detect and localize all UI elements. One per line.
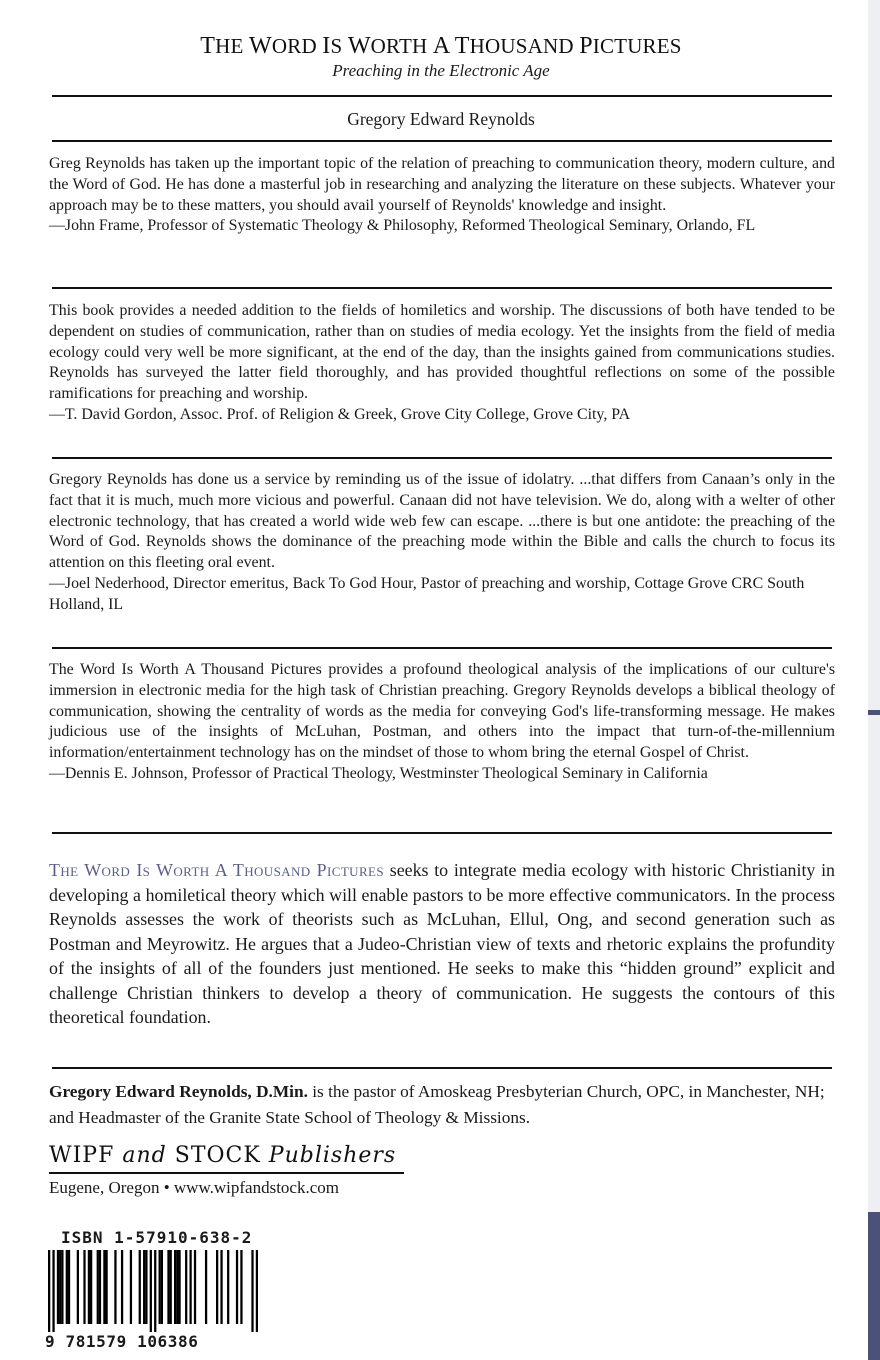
barcode-bar [154, 1250, 156, 1332]
barcode-bar [251, 1250, 253, 1332]
barcode-bar [57, 1250, 59, 1324]
barcode-bar [170, 1250, 172, 1324]
barcode-bar [216, 1250, 218, 1324]
bio-name: Gregory Edward Reynolds, D.Min. [49, 1082, 308, 1101]
publisher-name-and: and [122, 1143, 167, 1168]
barcode-bar [130, 1250, 132, 1324]
barcode-bar [61, 1250, 63, 1324]
divider [52, 457, 832, 459]
divider [52, 1067, 832, 1069]
publisher-location: Eugene, Oregon • www.wipfandstock.com [49, 1178, 339, 1197]
barcode-bar [90, 1250, 92, 1324]
title-part: HOUSAND [469, 34, 580, 58]
endorsement-text: The Word Is Worth A Thousand Pictures provides a profound theological analysis of the implications of our culture's immersion in electronic media for the high task of Christian preaching. Gregory Reynolds develops a biblical theology of communication, showing the centrality of words as the media for conveying God's life-transforming message. He makes judicious use of the insights of McLuhan, Postman, and others into the impact that turn-of-the-millennium information/entertainment technology has on the mindset of those to whom bring the eternal Gospel of Christ. [49, 661, 835, 762]
title-part: I [322, 33, 331, 59]
endorsement-text: This book provides a needed addition to the fields of homiletics and worship. The discussions of both have tended to be dependent on studies of communication, rather than on studies of media ecology. Yet the insights from the field of media ecology could very well be more significant, at the end of the day, than the insights gained from communications studies. Reynolds has surveyed the latter field thoroughly, and has provided thoughtful reflections on some of the possible ramifications for preaching and worship. [49, 302, 835, 403]
barcode-bar [114, 1250, 116, 1324]
divider [52, 647, 832, 649]
barcode-bar [220, 1250, 222, 1324]
barcode-bar [48, 1250, 50, 1332]
title-part: ORTH [370, 34, 433, 58]
endorsement-text: Greg Reynolds has taken up the important topic of the relation of preaching to communication theory, modern culture, and the Word of God. He has done a masterful job in researching and analyzing the literature on these subjects. Whatever your approach may be to these matters, you should avail yourself of Reynolds' knowledge and insight. [49, 155, 835, 214]
barcode-bar [189, 1250, 191, 1324]
barcode-bar [52, 1250, 54, 1332]
isbn-label: ISBN 1-57910-638-2 [61, 1228, 253, 1247]
author-name: Gregory Edward Reynolds [347, 109, 535, 129]
barcode-bar [167, 1250, 169, 1324]
barcode-bar [105, 1250, 107, 1324]
back-cover [45, 0, 836, 1360]
barcode-bar [143, 1250, 145, 1324]
author-bio [49, 1079, 835, 1131]
divider [52, 95, 832, 97]
title-part: ORD [271, 34, 323, 58]
barcode-bar [83, 1250, 85, 1324]
endorsement-2 [49, 301, 835, 426]
barcode-bar [185, 1250, 187, 1324]
barcode-bar [227, 1250, 229, 1324]
book-description [49, 858, 835, 1030]
title-part: P [579, 33, 593, 59]
barcode-bar [88, 1250, 90, 1324]
barcode-bar [150, 1250, 152, 1332]
endorsement-4 [49, 660, 835, 785]
spine-mark-upper [868, 710, 880, 715]
barcode-number: 9 781579 106386 [45, 1332, 199, 1351]
title-part: W [249, 33, 272, 59]
publisher-name-start: WIPF [49, 1143, 123, 1168]
barcode-bar [174, 1250, 176, 1324]
barcode-bar [161, 1250, 163, 1324]
publisher-logo [49, 1143, 396, 1168]
barcode-bar [99, 1250, 101, 1324]
endorsement-1 [49, 154, 835, 237]
description-body: seeks to integrate media ecology with historic Christianity in developing a homiletical theory which will enable pastors to be more effective communicators. In the process Reynolds assesses the work of theorists such as McLuhan, Ellul, Ong, and second generation such as Postman and Meyrowitz. He argues that a Judeo-Christian view of texts and rhetoric explains the profundity of the insights of all of the founders just mentioned. He seeks to make this “hidden ground” explicit and challenge Christian thinkers to develop a theory of communication. He suggests the contours of this theoretical foundation. [49, 860, 836, 1027]
divider [52, 287, 832, 289]
barcode-bar [178, 1250, 180, 1324]
book-title [48, 33, 834, 60]
barcode-bar [159, 1250, 161, 1324]
barcode-bar [121, 1250, 123, 1324]
book-subtitle: Preaching in the Electronic Age [332, 61, 550, 80]
barcode-bar [68, 1250, 70, 1324]
barcode-bar [103, 1250, 105, 1324]
title-part: S [330, 34, 348, 58]
barcode-bar [240, 1250, 242, 1324]
barcode-bar [139, 1250, 141, 1324]
spine-mark-lower [868, 1212, 880, 1360]
publisher-name-mid: STOCK [166, 1143, 269, 1168]
description-title: The Word Is Worth A Thousand Pictures [49, 860, 385, 880]
barcode-bar [194, 1250, 196, 1324]
endorsement-attribution: —Dennis E. Johnson, Professor of Practical Theology, Westminster Theological Seminary in California [49, 764, 708, 782]
title-part: T [200, 33, 216, 59]
divider [52, 140, 832, 142]
title-part: W [347, 33, 371, 59]
barcode-bar [176, 1250, 178, 1324]
endorsement-attribution: —T. David Gordon, Assoc. Prof. of Religion & Greek, Grove City College, Grove City, PA [49, 405, 631, 423]
barcode-bar [236, 1250, 238, 1324]
publisher-underline [49, 1172, 404, 1174]
divider [52, 832, 832, 834]
barcode-bar [77, 1250, 79, 1324]
barcode-bar [205, 1250, 207, 1324]
barcode [48, 1250, 258, 1332]
barcode-bar [256, 1250, 258, 1332]
endorsement-text: Gregory Reynolds has done us a service by reminding us of the issue of idolatry. ...that differs from Canaan’s only in the fact that it is much, much more vicious and powerful. Canaan did not have television. We do, along with a welter of other electronic technology, that has created a world wide web few can escape. ...there is but one antidote: the preaching of the Word of God. Reynolds shows the dominance of the preaching mode within the Bible and calls the church to focus its attention on this fleeting oral event. [49, 471, 835, 572]
title-part: A T [432, 33, 470, 59]
endorsement-attribution: —Joel Nederhood, Director emeritus, Back To God Hour, Pastor of preaching and worship, Cottage Grove CRC South Holland, IL [49, 574, 805, 613]
bio-text: is the pastor of Amoskeag Presbyterian Church, OPC, in Manchester, NH; and Headmaster of the Granite State School of Theology & Missions. [49, 1082, 825, 1127]
endorsement-attribution: —John Frame, Professor of Systematic Theology & Philosophy, Reformed Theological Seminary, Orlando, FL [49, 217, 756, 235]
barcode-bar [59, 1250, 61, 1324]
publisher-name-end: Publishers [268, 1143, 397, 1168]
barcode-bar [145, 1250, 147, 1324]
title-part: ICTURES [592, 34, 682, 58]
barcode-bar [66, 1250, 68, 1324]
barcode-bar [97, 1250, 99, 1324]
spine-edge [868, 0, 880, 1360]
title-part: HE [215, 34, 250, 58]
endorsement-3 [49, 470, 835, 616]
